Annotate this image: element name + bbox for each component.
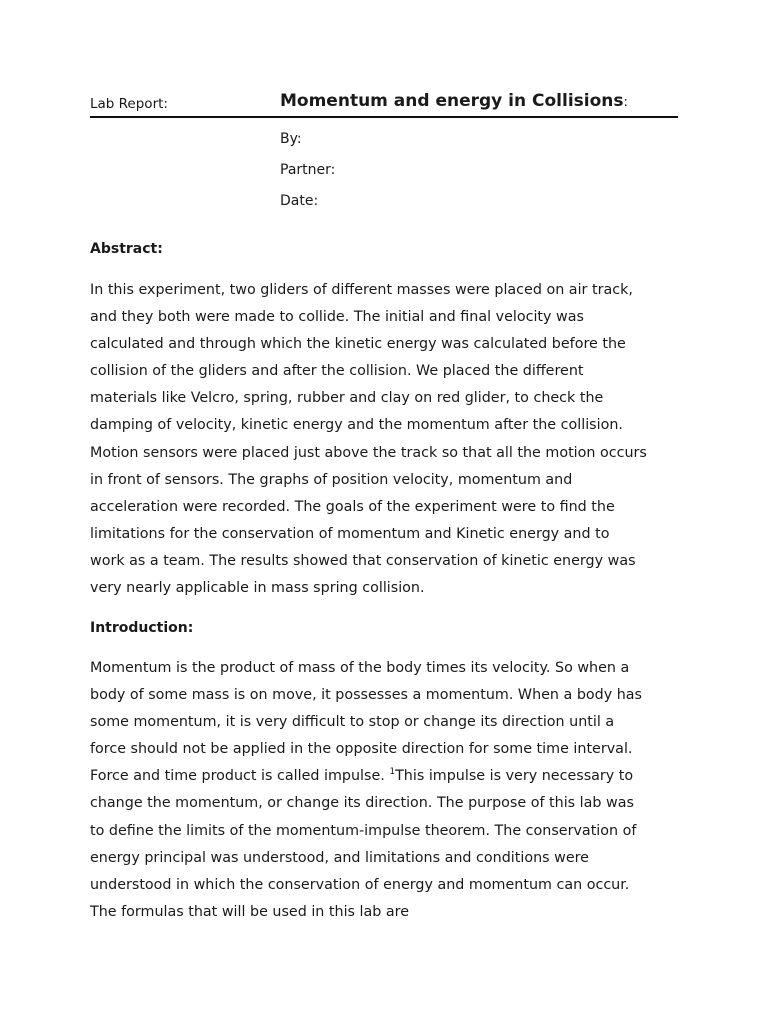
abstract-paragraph — [90, 277, 690, 602]
report-header — [90, 88, 678, 118]
introduction-line: energy principal was understood, and limitations and conditions were — [90, 849, 589, 866]
abstract-line: work as a team. The results showed that conservation of kinetic energy was — [90, 552, 636, 569]
introduction-line: The formulas that will be used in this lab are — [90, 903, 410, 920]
abstract-line: Motion sensors were placed just above the track so that all the motion occurs — [90, 444, 647, 461]
abstract-line: in front of sensors. The graphs of position velocity, momentum and — [90, 471, 573, 488]
introduction-heading: Introduction: — [90, 620, 194, 636]
date-field: Date: — [280, 193, 319, 209]
introduction-line: force should not be applied in the opposite direction for some time interval. — [90, 741, 633, 758]
introduction-line: Momentum is the product of mass of the body times its velocity. So when a — [90, 660, 630, 676]
report-title — [280, 91, 628, 111]
abstract-line: collision of the gliders and after the collision. We placed the different — [90, 363, 584, 380]
abstract-line: and they both were made to collide. The initial and final velocity was — [90, 309, 584, 326]
footnote-reference[interactable]: 1 — [389, 767, 396, 778]
introduction-line: understood in which the conservation of energy and momentum can occur. — [90, 876, 630, 893]
impulse-text: Force and time product is called impulse. — [90, 768, 390, 785]
by-field: By: — [280, 131, 302, 147]
report-title-colon: : — [623, 95, 628, 110]
abstract-line: In this experiment, two gliders of different masses were placed on air track, — [90, 282, 633, 298]
introduction-line: some momentum, it is very difficult to stop or change its direction until a — [90, 714, 615, 731]
introduction-line: to define the limits of the momentum-impulse theorem. The conservation of — [90, 822, 637, 839]
introduction-paragraph — [90, 655, 690, 926]
abstract-line: very nearly applicable in mass spring collision. — [90, 580, 425, 597]
lab-report-label: Lab Report: — [90, 96, 168, 112]
introduction-line: body of some mass is on move, it possesses a momentum. When a body has — [90, 687, 643, 704]
impulse-text-end: This impulse is very necessary to — [395, 768, 634, 785]
introduction-line: change the momentum, or change its direction. The purpose of this lab was — [90, 795, 634, 812]
abstract-line: limitations for the conservation of momentum and Kinetic energy and to — [90, 525, 610, 542]
abstract-line: damping of velocity, kinetic energy and the momentum after the collision. — [90, 417, 623, 434]
abstract-line: acceleration were recorded. The goals of the experiment were to find the — [90, 498, 615, 515]
abstract-line: materials like Velcro, spring, rubber and clay on red glider, to check the — [90, 390, 604, 407]
abstract-heading: Abstract: — [90, 241, 163, 257]
introduction-line-impulse — [90, 763, 690, 790]
partner-field: Partner: — [280, 162, 336, 178]
report-title-text: Momentum and energy in Collisions — [280, 91, 624, 111]
abstract-line: calculated and through which the kinetic energy was calculated before the — [90, 336, 626, 353]
